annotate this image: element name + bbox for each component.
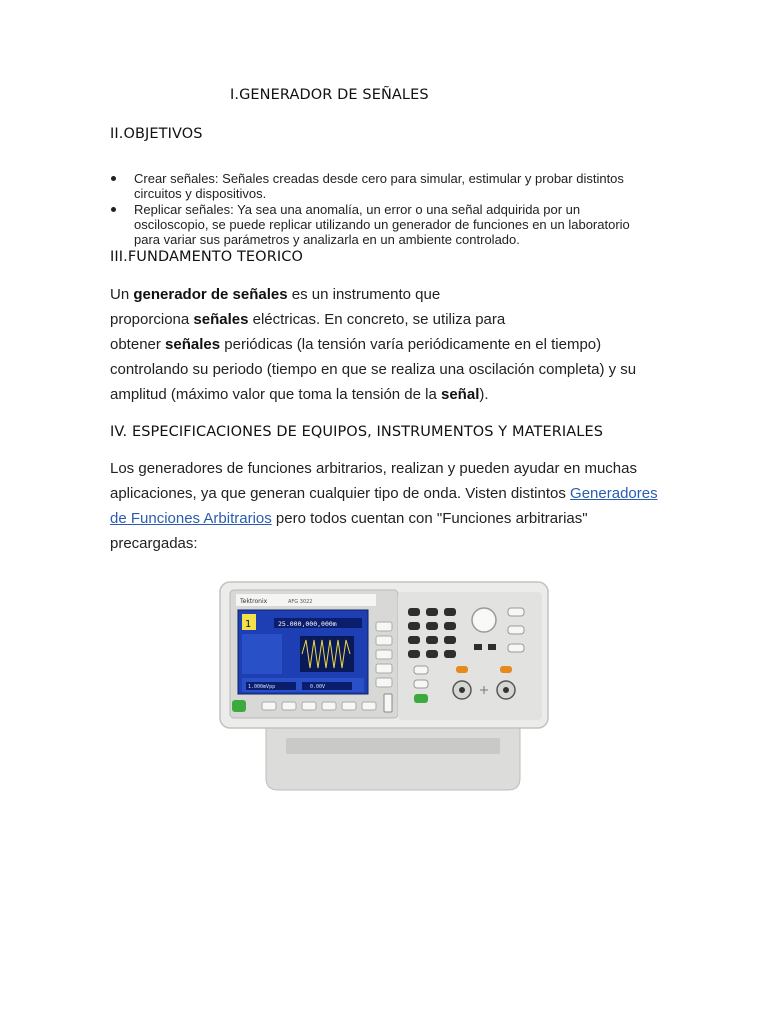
svg-text:AFG 3022: AFG 3022 [288,599,313,605]
objectives-heading: II.OBJETIVOS [110,126,203,142]
svg-text:1.000mVpp: 1.000mVpp [248,684,276,690]
svg-text:0.00V: 0.00V [310,684,326,690]
svg-text:1: 1 [245,619,252,630]
link-generadores[interactable]: Generadores [570,485,658,502]
function-generator-image [218,578,550,796]
bullet-icon [111,176,116,181]
svg-text:Tektronix: Tektronix [240,598,268,605]
page-title: I.GENERADOR DE SEÑALES [230,87,429,103]
theory-heading: III.FUNDAMENTO TEORICO [110,249,303,265]
bullet-icon [111,207,116,212]
link-funciones-arbitrarios[interactable]: de Funciones Arbitrarios [110,510,272,527]
theory-paragraph: Un generador de señales es un instrumento que proporciona señales eléctricas. En concreto, se utiliza para obtener señales periódicas (la tensión varía periódicamente en el tiempo) controlando su periodo (tiempo en que se realiza una oscilación completa) y su amplitud (máximo valor que toma la tensión de la señal). [110,286,637,403]
specs-paragraph: Los generadores de funciones arbitrarios, realizan y pueden ayudar en muchas aplicaciones, ya que generan cualquier tipo de onda. Visten distintos Generadores de Funciones Arbitrarios pero todos cuentan con "Funciones arbitrarias" precargadas: [110,460,658,552]
objectives-list [110,171,655,248]
specs-heading: IV. ESPECIFICACIONES DE EQUIPOS, INSTRUMENTOS Y MATERIALES [110,424,604,440]
list-item: Crear señales: Señales creadas desde cero para simular, estimular y probar distintos circuitos y dispositivos. [110,171,655,201]
svg-text:25.000,000,000m: 25.000,000,000m [278,620,337,628]
list-item: Replicar señales: Ya sea una anomalía, un error o una señal adquirida por un osciloscopio, se puede replicar utilizando un generador de funciones en un laboratorio para variar sus parámetros y analizarla en un ambiente controlado. [110,202,655,247]
